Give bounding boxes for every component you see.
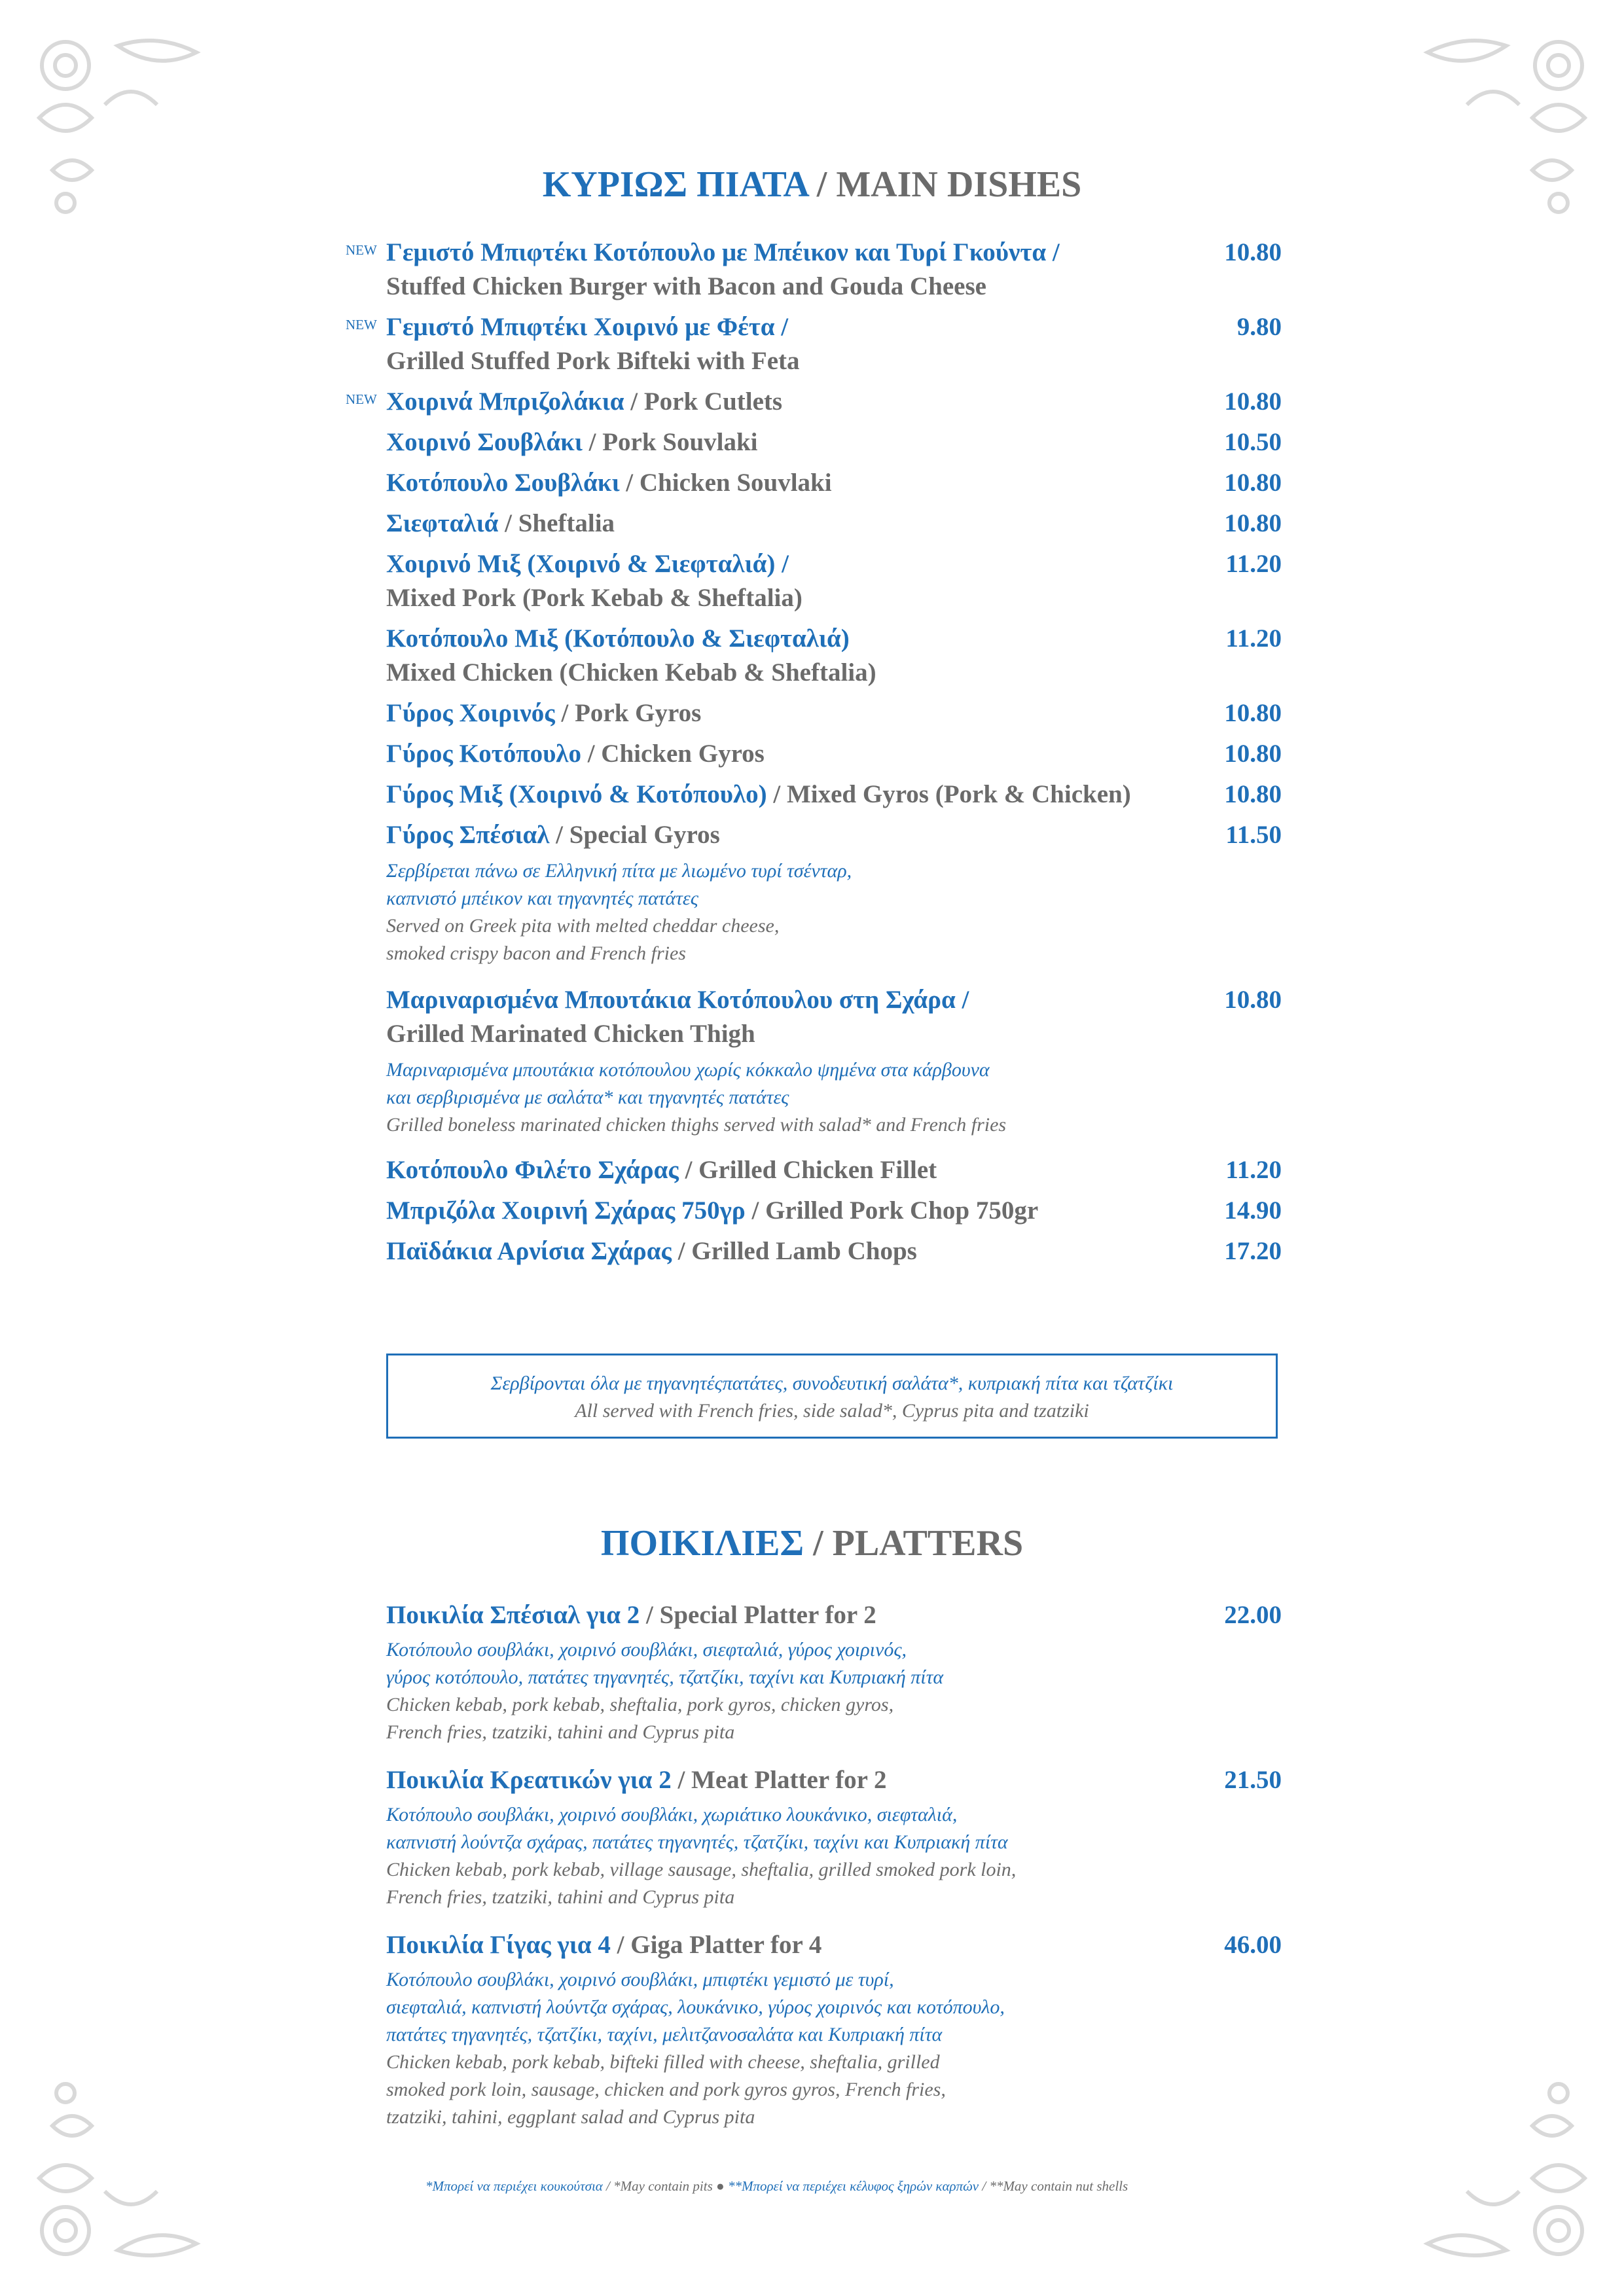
item-name-greek: Μπριζόλα Χοιρινή Σχάρας 750γρ [386,1196,746,1225]
served-with-note [386,1354,1278,1439]
item-description-greek: Κοτόπουλο σουβλάκι, χοιρινό σουβλάκι, σιεφταλιά, γύρος χοιρινός, γύρος κοτόπουλο, πατάτες τηγανητές, τζατζίκι, ταχίνι και Κυπριακή πίτα [386,1639,944,1688]
item-name-greek: Ποικιλία Σπέσιαλ για 2 [386,1601,640,1629]
menu-item [386,818,1303,967]
corner-ornament [1415,2073,1598,2270]
item-price: 9.80 [1236,313,1282,341]
item-price: 10.80 [1224,986,1282,1014]
item-price: 46.00 [1224,1931,1282,1959]
menu-item [386,622,1303,690]
item-name-english: / Special Platter for 2 [640,1601,876,1629]
item-price: 10.80 [1224,238,1282,266]
item-name-english: / Grilled Chicken Fillet [678,1156,937,1184]
item-name-greek: Χοιρινά Μπριζολάκια [386,387,624,416]
menu-item [386,1234,1303,1268]
item-description-greek: Κοτόπουλο σουβλάκι, χοιρινό σουβλάκι, χωριάτικο λουκάνικο, σιεφταλιά, καπνιστή λούντζα σχάρας, πατάτες τηγανητές, τζατζίκι, ταχίνι και Κυπριακή πίτα [386,1804,1008,1853]
item-name-english: / Chicken Souvlaki [619,469,832,497]
menu-item [346,385,1303,419]
item-name-greek: Ποικιλία Γίγας για 4 [386,1931,611,1959]
item-price: 17.20 [1224,1237,1282,1265]
footnote-nuts-greek: **Μπορεί να περιέχει κέλυφος ξηρών καρπών [727,2178,979,2194]
platters-title [0,1522,1624,1564]
item-price: 22.00 [1224,1601,1282,1629]
item-name-greek: Γύρος Σπέσιαλ [386,821,550,849]
item-description-english: Served on Greek pita with melted cheddar cheese, smoked crispy bacon and French fries [386,915,780,964]
menu-item [386,1194,1303,1228]
item-description-greek: Κοτόπουλο σουβλάκι, χοιρινό σουβλάκι, μπιφτέκι γεμιστό με τυρί, σιεφταλιά, καπνιστή λούντζα σχάρας, λουκάνικο, γύρος χοιρινός και κοτόπουλο, πατάτες τηγανητές, τζατζίκι, ταχίνι, μελιτζανοσαλάτα και Κυπριακή πίτα [386,1969,1005,2045]
item-price: 10.80 [1224,740,1282,768]
platter-item [386,1763,1303,1911]
item-price: 21.50 [1224,1766,1282,1794]
menu-item [386,547,1303,615]
note-greek: Σερβίρονται όλα με τηγανητέςπατάτες, συνοδευτική σαλάτα*, κυπριακή πίτα και τζατζίκι [490,1372,1174,1394]
item-price: 10.80 [1224,780,1282,808]
item-name-english: Mixed Chicken (Chicken Kebab & Sheftalia) [386,658,876,687]
menu-item [386,778,1303,812]
item-price: 11.50 [1225,821,1282,849]
item-name-english: / Sheftalia [498,509,615,537]
menu-item [386,507,1303,541]
item-name-greek: Χοιρινό Μιξ (Χοιρινό & Σιεφταλιά) / [386,550,789,578]
footnote-nuts-english: / **May contain nut shells [979,2178,1128,2194]
new-badge: NEW [346,317,377,332]
item-name-greek: Χοιρινό Σουβλάκι [386,428,583,456]
item-name-english: / Pork Souvlaki [582,428,758,456]
item-description-english: Chicken kebab, pork kebab, village sausage, sheftalia, grilled smoked pork loin, French fries, tzatziki, tahini and Cyprus pita [386,1859,1017,1908]
item-name-english: / Chicken Gyros [581,740,765,768]
item-name-english: Stuffed Chicken Burger with Bacon and Gouda Cheese [386,272,986,300]
allergen-footnote [425,2178,1276,2195]
item-name-greek: Ποικιλία Κρεατικών για 2 [386,1766,672,1794]
item-name-greek: Γύρος Μιξ (Χοιρινό & Κοτόπουλο) [386,780,767,808]
item-name-english: / Grilled Lamb Chops [671,1237,917,1265]
main-dishes-title [0,164,1624,206]
menu-item [386,696,1303,730]
menu-item [386,466,1303,500]
item-price: 11.20 [1225,1156,1282,1184]
item-name-greek: Γεμιστό Μπιφτέκι Χοιρινό με Φέτα / [386,313,789,341]
item-description-greek: Σερβίρεται πάνω σε Ελληνική πίτα με λιωμένο τυρί τσένταρ, καπνιστό μπέικον και τηγανητές πατάτες [386,860,852,909]
item-name-greek: Γύρος Κοτόπουλο [386,740,581,768]
footnote-pits-greek: *Μπορεί να περιέχει κουκούτσια [425,2178,603,2194]
new-badge: NEW [346,391,377,407]
title-english: / PLATTERS [804,1523,1024,1564]
item-description-english: Chicken kebab, pork kebab, bifteki filled with cheese, sheftalia, grilled smoked pork loin, sausage, chicken and pork gyros gyros, French fries, tzatziki, tahini, eggplant salad and Cyprus pita [386,2051,946,2128]
menu-item [386,1153,1303,1187]
title-greek: ΠΟΙΚΙΛΙΕΣ [600,1523,804,1564]
menu-item [386,425,1303,459]
item-name-greek: Σιεφταλιά [386,509,499,537]
item-name-english: / Pork Gyros [554,699,702,727]
item-name-english: Grilled Marinated Chicken Thigh [386,1020,755,1048]
new-badge: NEW [346,242,377,258]
item-name-english: / Mixed Gyros (Pork & Chicken) [767,780,1131,808]
item-name-greek: Κοτόπουλο Σουβλάκι [386,469,620,497]
item-price: 10.80 [1224,699,1282,727]
item-name-greek: Κοτόπουλο Φιλέτο Σχάρας [386,1156,679,1184]
item-price: 10.80 [1224,469,1282,497]
item-price: 11.20 [1225,550,1282,578]
item-description-english: Chicken kebab, pork kebab, sheftalia, pork gyros, chicken gyros, French fries, tzatziki, tahini and Cyprus pita [386,1694,894,1743]
item-name-greek: Γεμιστό Μπιφτέκι Κοτόπουλο με Μπέικον και Τυρί Γκούντα / [386,238,1060,266]
item-name-english: Grilled Stuffed Pork Bifteki with Feta [386,347,800,375]
platter-item [386,1928,1303,2131]
item-name-english: / Meat Platter for 2 [671,1766,887,1794]
item-price: 11.20 [1225,624,1282,653]
item-price: 14.90 [1224,1196,1282,1225]
title-english: / MAIN DISHES [807,164,1082,205]
menu-item [346,236,1303,304]
platter-item [386,1598,1303,1746]
title-greek: ΚΥΡΙΩΣ ΠΙΑΤΑ [542,164,808,205]
item-price: 10.80 [1224,387,1282,416]
item-name-greek: Γύρος Χοιρινός [386,699,555,727]
note-english: All served with French fries, side salad*, Cyprus pita and tzatziki [575,1400,1089,1422]
menu-item [346,310,1303,378]
item-name-greek: Μαριναρισμένα Μπουτάκια Κοτόπουλου στη Σχάρα / [386,986,969,1014]
footnote-pits-english: / *May contain pits ● [602,2178,728,2194]
item-name-greek: Κοτόπουλο Μιξ (Κοτόπουλο & Σιεφταλιά) [386,624,850,653]
menu-item [386,983,1303,1139]
item-price: 10.50 [1224,428,1282,456]
item-name-english: / Giga Platter for 4 [610,1931,822,1959]
item-name-greek: Παϊδάκια Αρνίσια Σχάρας [386,1237,672,1265]
menu-item [386,737,1303,771]
corner-ornament [26,2073,209,2270]
item-description-greek: Μαριναρισμένα μπουτάκια κοτόπουλου χωρίς κόκκαλο ψημένα στα κάρβουνα και σερβιρισμένα με σαλάτα* και τηγανητές πατάτες [386,1059,990,1108]
item-price: 10.80 [1224,509,1282,537]
item-name-english: / Special Gyros [549,821,720,849]
item-name-english: / Grilled Pork Chop 750gr [745,1196,1039,1225]
item-name-english: / Pork Cutlets [624,387,783,416]
item-description-english: Grilled boneless marinated chicken thighs served with salad* and French fries [386,1114,1007,1136]
item-name-english: Mixed Pork (Pork Kebab & Sheftalia) [386,584,803,612]
